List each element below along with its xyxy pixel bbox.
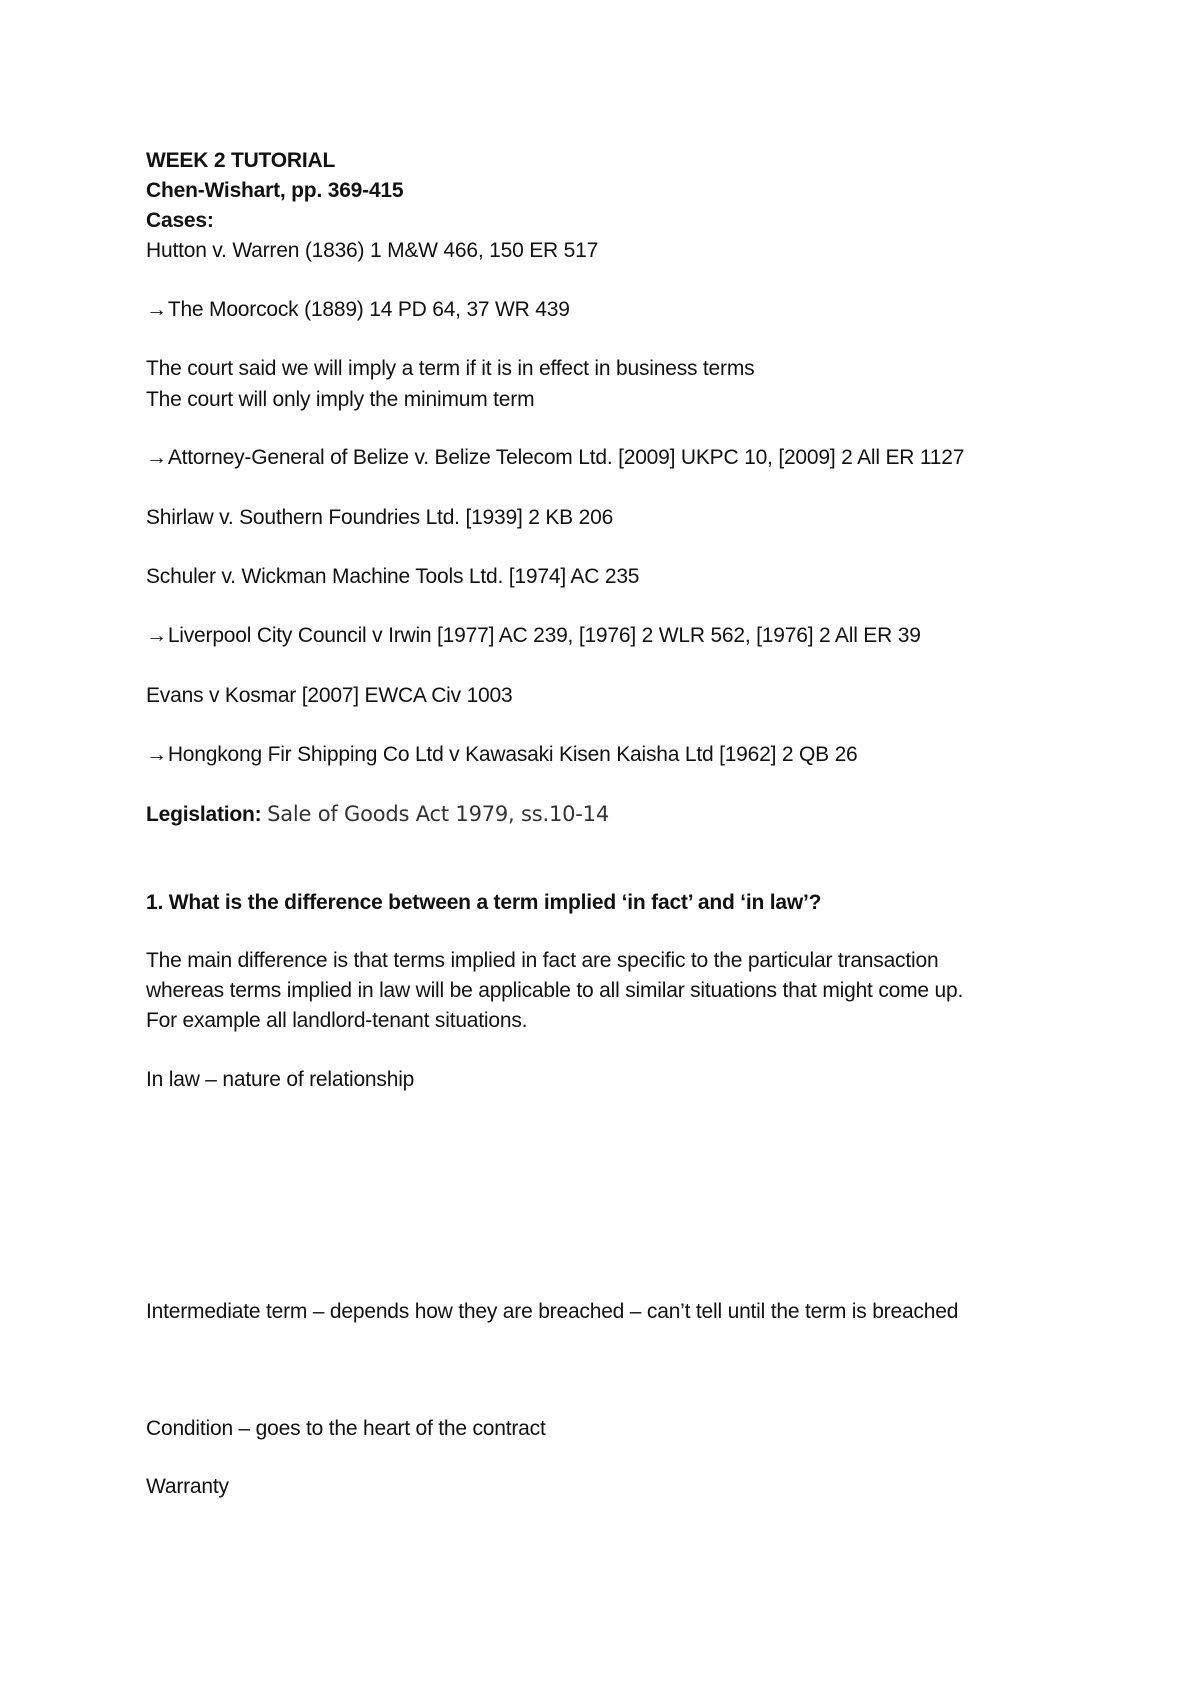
answer-line-3: For example all landlord-tenant situations. [146, 1009, 528, 1032]
case-liverpool: Liverpool City Council v Irwin [1977] AC 239, [1976] 2 WLR 562, [1976] 2 All ER 39 [167, 624, 921, 647]
answer-line-2: whereas terms implied in law will be applicable to all similar situations that might come up. [146, 979, 964, 1002]
case-hongkong-line [146, 742, 858, 768]
case-moorcock: The Moorcock (1889) 14 PD 64, 37 WR 439 [167, 298, 570, 321]
legislation-label: Legislation: [146, 803, 262, 826]
arrow-icon: → [146, 624, 167, 647]
question-1: 1. What is the difference between a term implied ‘in fact’ and ‘in law’? [146, 891, 822, 914]
reading-reference: Chen-Wishart, pp. 369-415 [146, 179, 404, 202]
intermediate-term-note: Intermediate term – depends how they are breached – can’t tell until the term is breached [146, 1300, 959, 1323]
moorcock-note-2: The court will only imply the minimum term [146, 388, 535, 411]
in-law-note: In law – nature of relationship [146, 1068, 415, 1091]
case-shirlaw: Shirlaw v. Southern Foundries Ltd. [1939] 2 KB 206 [146, 506, 614, 529]
arrow-icon: → [146, 298, 167, 321]
legislation-value: Sale of Goods Act 1979, ss.10-14 [267, 802, 609, 826]
condition-note: Condition – goes to the heart of the contract [146, 1417, 546, 1440]
case-schuler: Schuler v. Wickman Machine Tools Ltd. [1974] AC 235 [146, 565, 640, 588]
case-belize: Attorney-General of Belize v. Belize Telecom Ltd. [2009] UKPC 10, [2009] 2 All ER 1127 [167, 446, 965, 469]
moorcock-note-1: The court said we will imply a term if it is in effect in business terms [146, 357, 755, 380]
case-hutton: Hutton v. Warren (1836) 1 M&W 466, 150 ER 517 [146, 239, 599, 262]
legislation-line [146, 801, 609, 828]
case-moorcock-line [146, 297, 570, 323]
cases-label: Cases: [146, 209, 214, 232]
arrow-icon: → [146, 446, 167, 469]
tutorial-title: WEEK 2 TUTORIAL [146, 149, 336, 172]
warranty-note: Warranty [146, 1475, 229, 1498]
arrow-icon: → [146, 743, 167, 766]
case-hongkong: Hongkong Fir Shipping Co Ltd v Kawasaki Kisen Kaisha Ltd [1962] 2 QB 26 [167, 743, 858, 766]
case-evans: Evans v Kosmar [2007] EWCA Civ 1003 [146, 684, 513, 707]
case-liverpool-line [146, 623, 921, 649]
case-belize-line [146, 445, 964, 471]
answer-line-1: The main difference is that terms implied in fact are specific to the particular transaction [146, 949, 939, 972]
